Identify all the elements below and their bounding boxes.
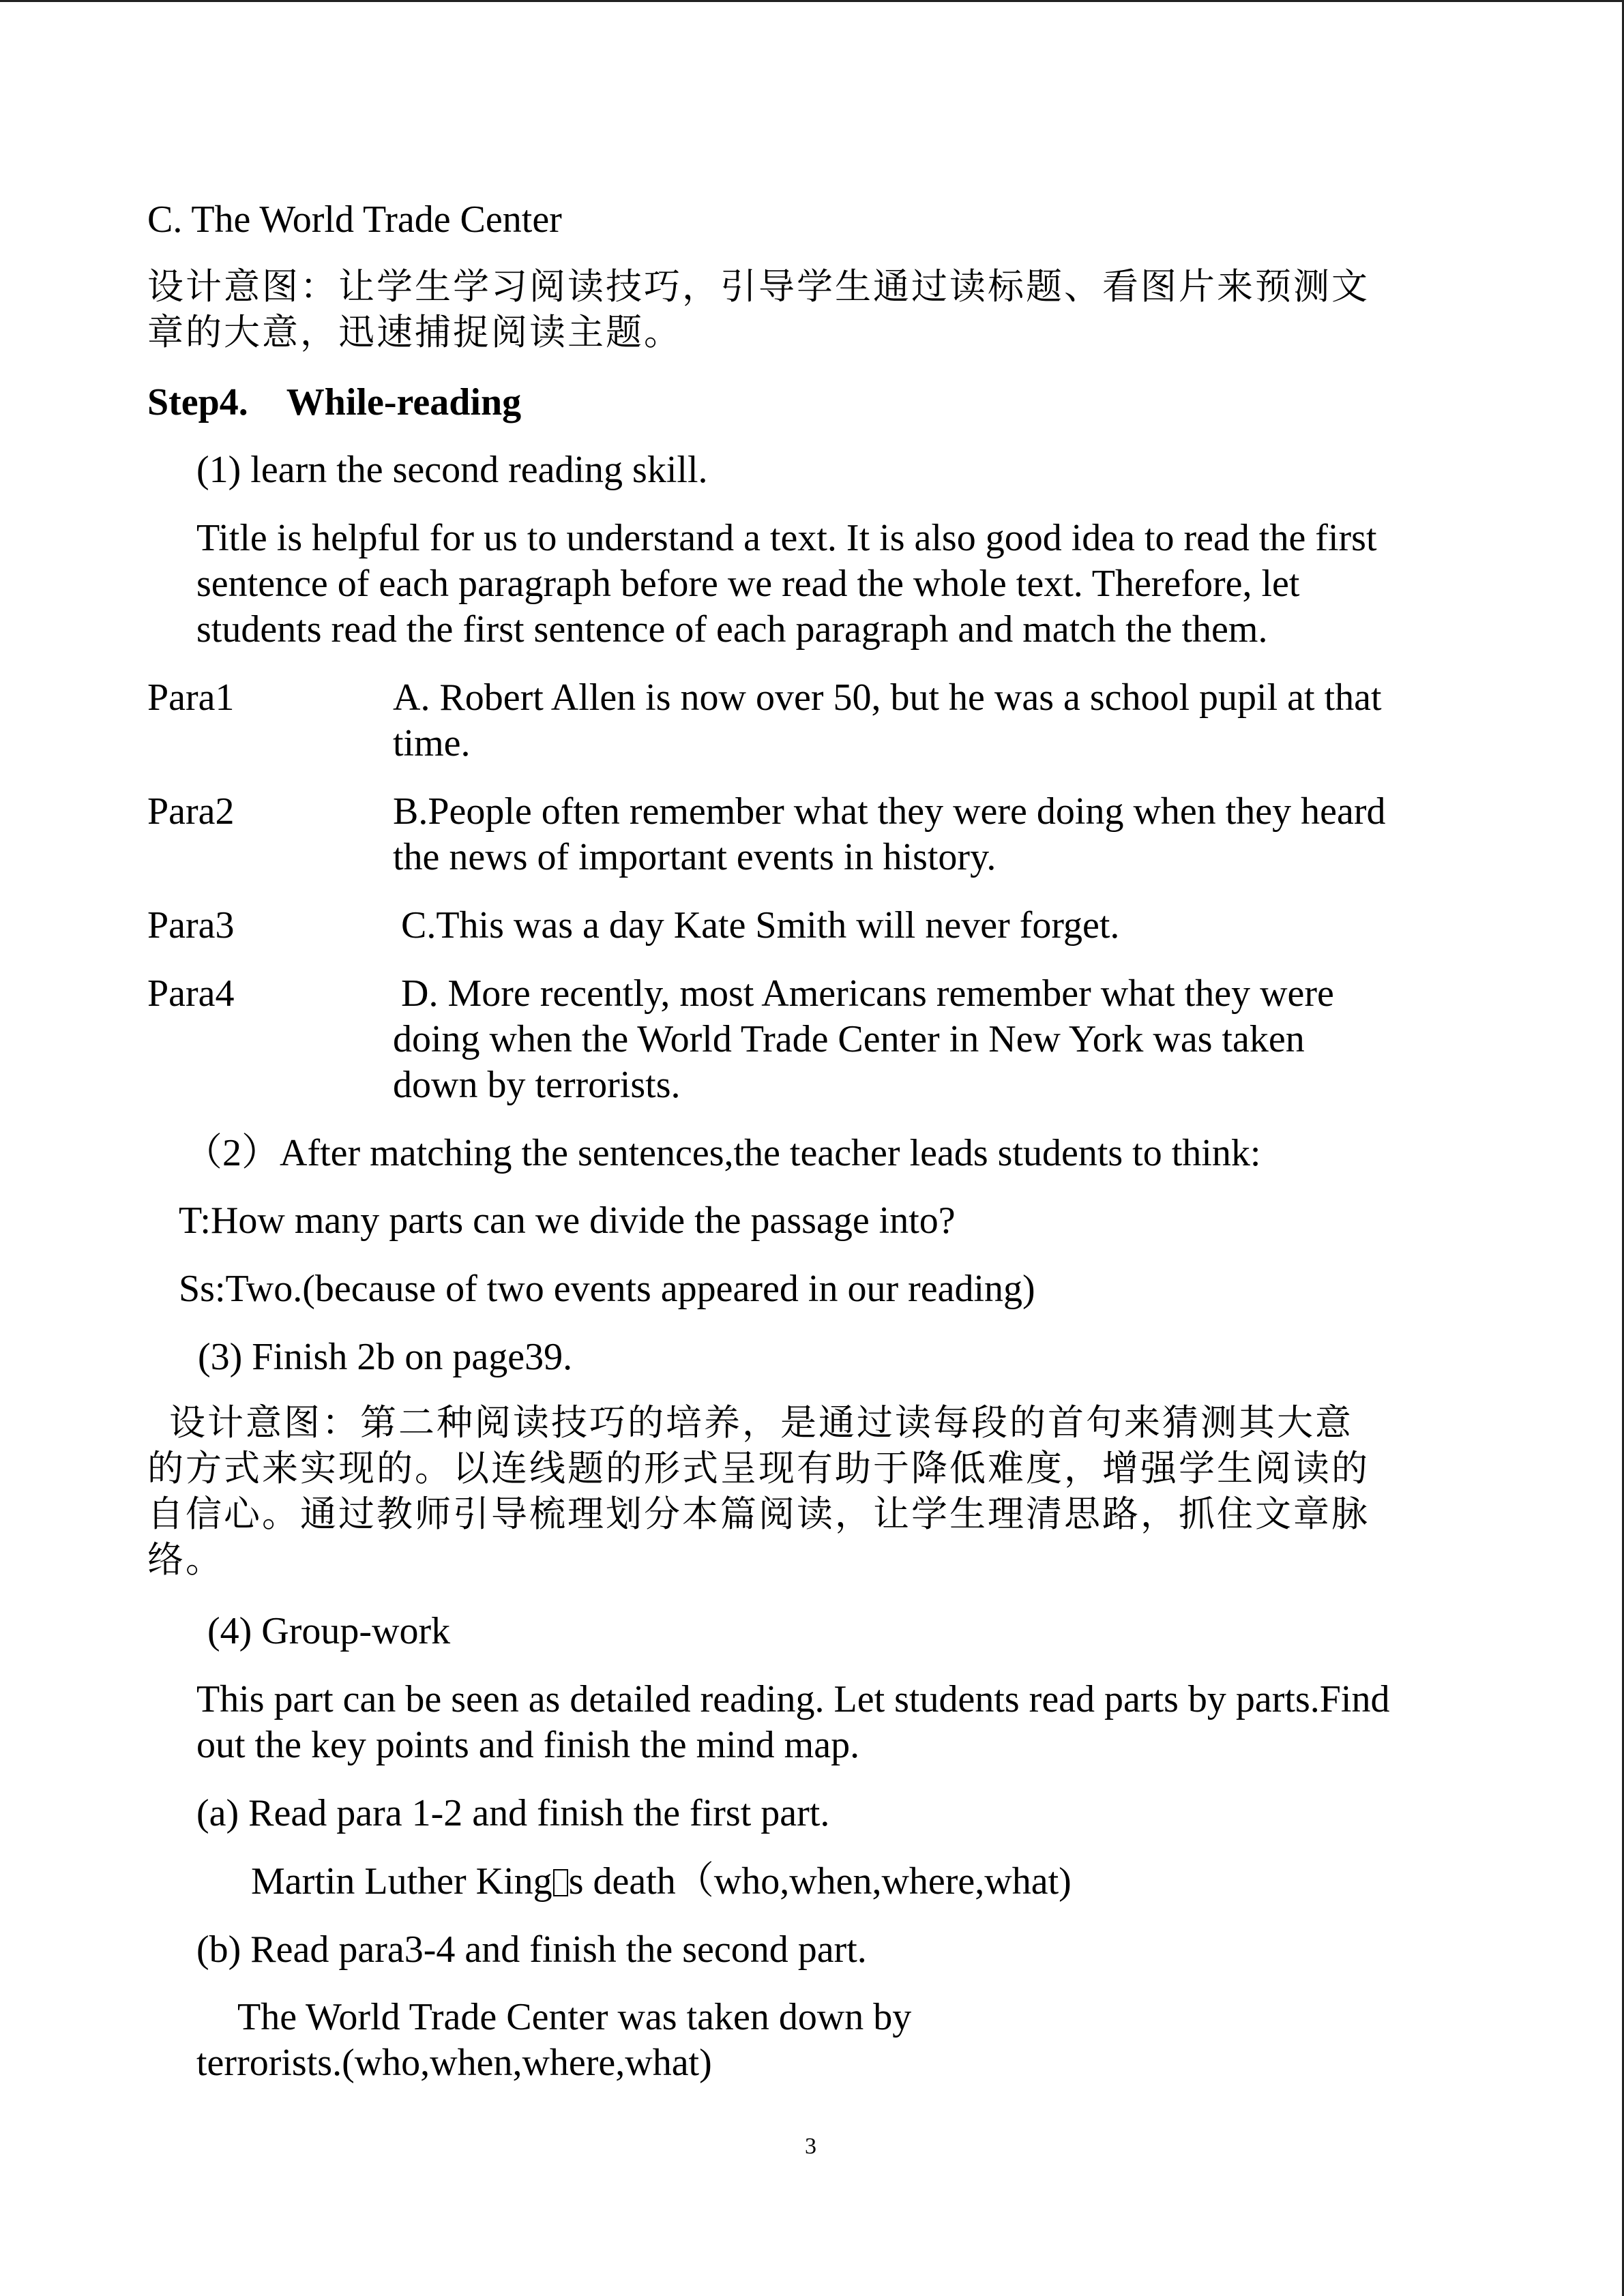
design-intent-2-line1: 设计意图：第二种阅读技巧的培养，是通过读每段的首句来猜测其大意 <box>169 1402 1353 1444</box>
match-para4-line1: D. More recently, most Americans remember what they were <box>401 972 1334 1015</box>
sub-b-title: (b) Read para3-4 and finish the second part. <box>196 1928 867 1971</box>
sub-b-detail-line2: terrorists.(who,when,where,what) <box>196 2042 712 2084</box>
item3-title: (3) Finish 2b on page39. <box>198 1336 573 1378</box>
step4-heading: Step4. While-reading <box>147 381 522 423</box>
match-para4-line3: down by terrorists. <box>393 1064 681 1106</box>
design-intent-2-line3: 自信心。通过教师引导梳理划分本篇阅读，让学生理清思路，抓住文章脉 <box>147 1493 1370 1535</box>
item1-body-line2: sentence of each paragraph before we read the whole text. Therefore, let <box>196 563 1300 605</box>
design-intent-1-line2: 章的大意，迅速捕捉阅读主题。 <box>147 312 682 353</box>
item4-body-line2: out the key points and finish the mind map. <box>196 1724 860 1766</box>
match-para3-line1: C.This was a day Kate Smith will never forget. <box>401 904 1120 946</box>
sub-a-detail-before: Martin Luther King <box>251 1860 552 1903</box>
match-para4-label: Para4 <box>147 972 235 1015</box>
design-intent-2-line2: 的方式来实现的。以连线题的形式呈现有助于降低难度，增强学生阅读的 <box>147 1448 1370 1489</box>
match-para3-label: Para3 <box>147 904 235 946</box>
sub-a-detail-after: s death（who,when,where,what) <box>568 1860 1072 1903</box>
match-para1-line2: time. <box>393 722 471 764</box>
design-intent-1-line1: 设计意图：让学生学习阅读技巧，引导学生通过读标题、看图片来预测文 <box>147 266 1370 308</box>
match-para2-line1: B.People often remember what they were doing when they heard <box>393 790 1386 833</box>
item1-title: (1) learn the second reading skill. <box>196 449 708 491</box>
dialogue-teacher: T:How many parts can we divide the passage into? <box>179 1199 956 1242</box>
match-para2-line2: the news of important events in history. <box>393 836 996 878</box>
item4-body-line1: This part can be seen as detailed reading. Let students read parts by parts.Find <box>196 1678 1390 1720</box>
item2-title: （2）After matching the sentences,the teacher leads students to think: <box>184 1132 1261 1174</box>
item1-body-line1: Title is helpful for us to understand a text. It is also good idea to read the first <box>196 517 1377 559</box>
dialogue-students: Ss:Two.(because of two events appeared in our reading) <box>179 1268 1035 1310</box>
match-para4-line2: doing when the World Trade Center in New York was taken <box>393 1018 1305 1060</box>
item4-title: (4) Group-work <box>207 1610 451 1652</box>
match-para2-label: Para2 <box>147 790 235 833</box>
sub-a-detail <box>251 1859 1072 1905</box>
design-intent-2-line4: 络。 <box>147 1539 224 1581</box>
match-para1-line1: A. Robert Allen is now over 50, but he was a school pupil at that <box>393 676 1382 719</box>
match-para1-label: Para1 <box>147 676 235 719</box>
option-c: C. The World Trade Center <box>147 198 562 241</box>
sub-b-detail-line1: The World Trade Center was taken down by <box>237 1996 912 2038</box>
page-number: 3 <box>805 2134 816 2159</box>
sub-a-title: (a) Read para 1-2 and finish the first part. <box>196 1792 830 1834</box>
missing-glyph-box-icon <box>553 1869 568 1896</box>
item1-body-line3: students read the first sentence of each paragraph and match the them. <box>196 608 1268 651</box>
